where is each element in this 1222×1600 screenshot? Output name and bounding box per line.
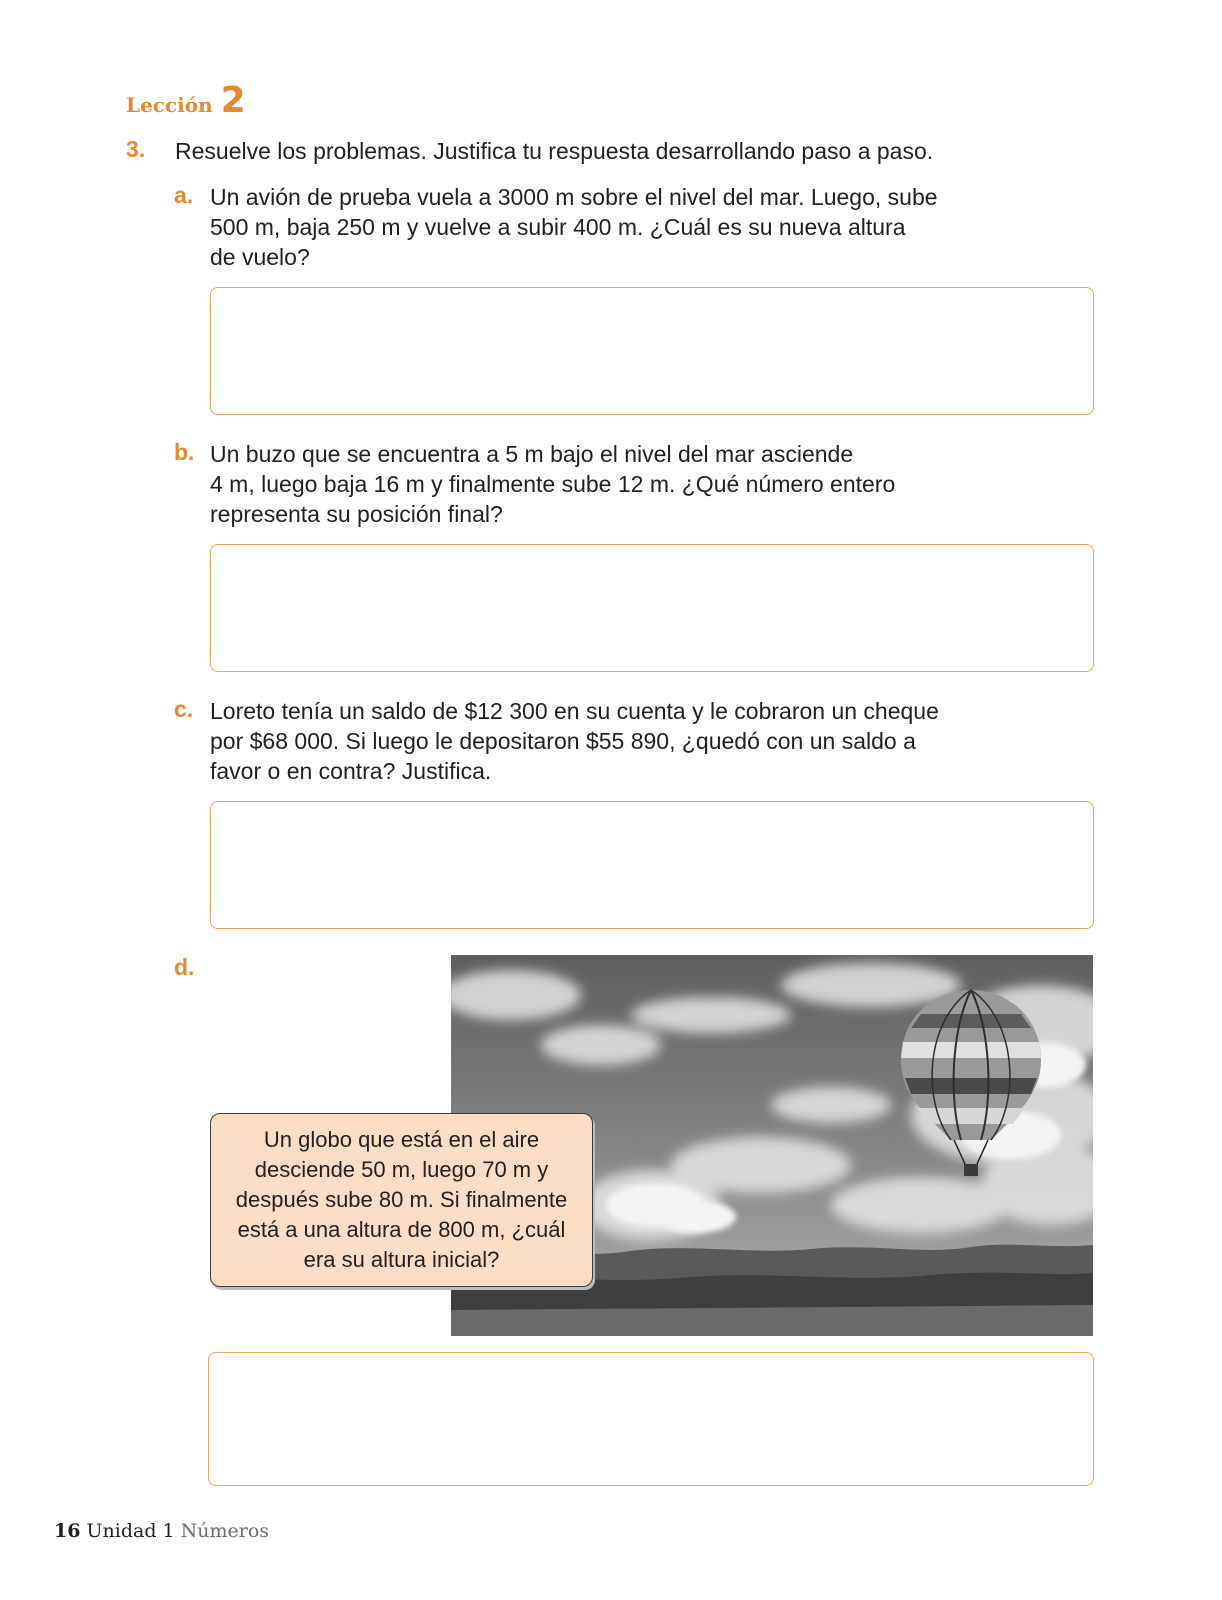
problem-b-letter: b. bbox=[174, 439, 195, 465]
answer-box-b[interactable] bbox=[210, 544, 1094, 672]
page-footer bbox=[54, 1520, 269, 1542]
problem-d-letter: d. bbox=[174, 954, 195, 980]
topic-label: Números bbox=[180, 1520, 270, 1542]
problem-a-line: 500 m, baja 250 m y vuelve a subir 400 m. ¿Cuál es su nueva altura bbox=[210, 214, 906, 240]
answer-box-a[interactable] bbox=[210, 287, 1094, 415]
lesson-label: Lección bbox=[126, 93, 213, 117]
problem-a-line: de vuelo? bbox=[210, 244, 310, 270]
question-number: 3. bbox=[126, 136, 146, 162]
problem-b-text bbox=[210, 439, 930, 529]
problem-c-line: favor o en contra? Justifica. bbox=[210, 758, 492, 784]
problem-b-line: 4 m, luego baja 16 m y finalmente sube 12 m. ¿Qué número entero bbox=[210, 471, 896, 497]
problem-d-line: desciende 50 m, luego 70 m y bbox=[254, 1157, 549, 1182]
problem-c-text bbox=[210, 696, 939, 786]
lesson-number: 2 bbox=[220, 80, 246, 121]
question-prompt: Resuelve los problemas. Justifica tu respuesta desarrollando paso a paso. bbox=[175, 138, 934, 164]
balloon-problem-callout bbox=[210, 1113, 593, 1287]
problem-d-text bbox=[236, 1125, 567, 1275]
answer-box-d[interactable] bbox=[208, 1352, 1094, 1486]
lesson-header bbox=[126, 80, 246, 121]
problem-b-line: Un buzo que se encuentra a 5 m bajo el nivel del mar asciende bbox=[210, 441, 854, 467]
answer-box-c[interactable] bbox=[210, 801, 1094, 929]
problem-a-line: Un avión de prueba vuela a 3000 m sobre el nivel del mar. Luego, sube bbox=[210, 184, 938, 210]
problem-d-line: está a una altura de 800 m, ¿cuál bbox=[237, 1217, 566, 1242]
unit-label: Unidad 1 bbox=[86, 1520, 175, 1542]
problem-c-letter: c. bbox=[174, 696, 194, 722]
problem-a-letter: a. bbox=[174, 182, 194, 208]
problem-a-text bbox=[210, 182, 938, 272]
problem-d-line: después sube 80 m. Si finalmente bbox=[235, 1187, 568, 1212]
problem-b-line: representa su posición final? bbox=[210, 501, 503, 527]
problem-d-line: Un globo que está en el aire bbox=[263, 1127, 540, 1152]
page-number: 16 bbox=[54, 1520, 81, 1542]
problem-c-line: Loreto tenía un saldo de $12 300 en su cuenta y le cobraron un cheque bbox=[210, 698, 939, 724]
problem-d-line: era su altura inicial? bbox=[303, 1247, 500, 1272]
problem-c-line: por $68 000. Si luego le depositaron $55 890, ¿quedó con un saldo a bbox=[210, 728, 916, 754]
